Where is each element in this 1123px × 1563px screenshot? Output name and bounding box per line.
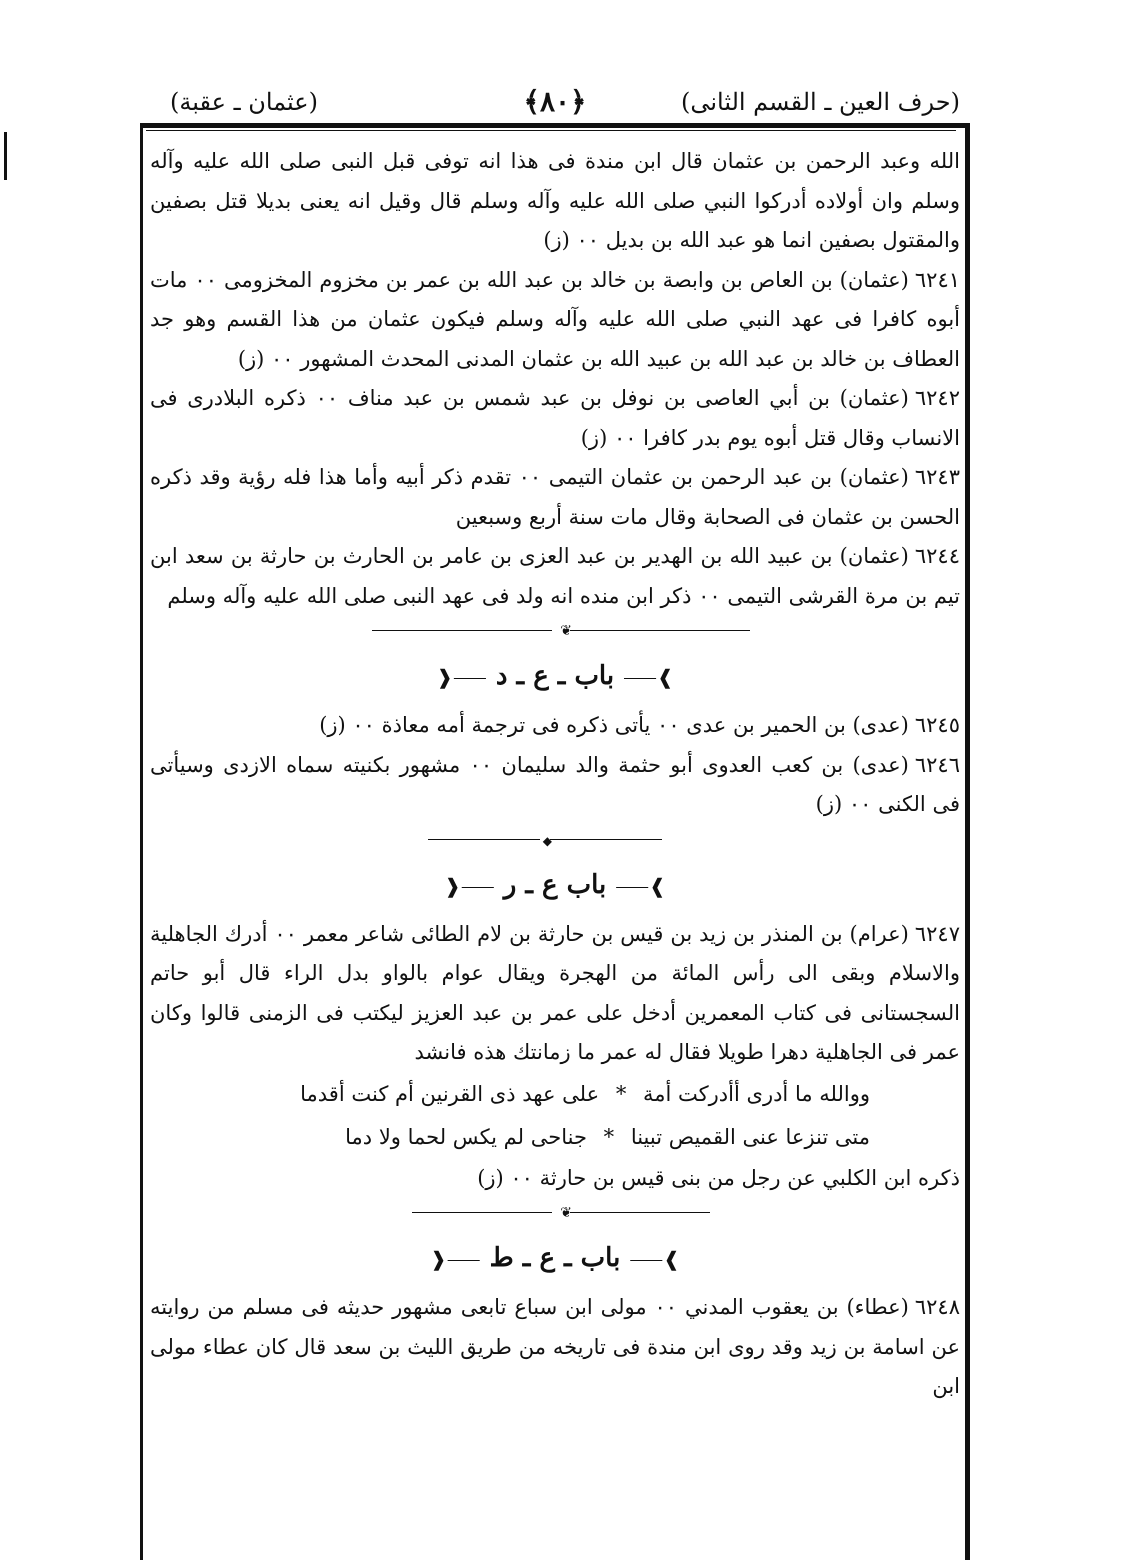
entry-number: ٦٢٤٣	[914, 465, 960, 489]
source-note: ذكره ابن الكلبي عن رجل من بنى قيس بن حارثة ٠٠ (ز)	[477, 1165, 960, 1190]
plain-divider	[150, 825, 960, 855]
divider-ornament: ❦	[560, 623, 572, 639]
intro-paragraph: الله وعبد الرحمن بن عثمان قال ابن مندة فى هذا انه توفى قبل النبى صلى الله عليه وآله وسلم وان أولاده أدركوا النبي صلى الله عليه وآله وسلم قال وقيل انه يعنى بديلا قتل بصفين والمقتول بصفين انما هو عبد الله بن بديل ٠٠ (ز)	[150, 149, 960, 252]
verse-first-hemistich: متى تنزعا عنى القميص تبينا	[630, 1124, 870, 1149]
entry-text: (عثمان) بن العاص بن وابصة بن خالد بن عبد الله بن عمر بن مخزوم المخزومى ٠٠ مات أبوه كافرا فى عهد النبي صلى الله عليه وآله وسلم فيكون عثمان من هذا القسم وهو جد العطاف بن خالد بن عبد الله بن عبيد الله بن عثمان المدنى المحدث المشهور ٠٠ (ز)	[150, 267, 960, 371]
entry-text: (عطاء) بن يعقوب المدني ٠٠ مولى ابن سباع تابعى مشهور حديثه فى مسلم من روايته عن اسامة بن زيد وقد روى ابن مندة فى تاريخه من طريق الليث بن سعد قال كان عطاء مولى ابن	[150, 1295, 960, 1398]
entry-number: ٦٢٤٦	[914, 752, 960, 777]
section-title: باب ـ ع ـ د	[495, 661, 615, 691]
entry-text: (عرام) بن المنذر بن زيد بن قيس بن حارثة بن لام الطائى شاعر معمر ٠٠ أدرك الجاهلية والاسلام وبقى الى رأس المائة من الهجرة ويقال عوام بالواو بدل الراء قال أبو حاتم السجستانى فى كتاب المعمرين أدخل على عمر بن عبد العزيز ليكتب فى الزمنى قالوا وكان عمر فى الجاهلية دهرا طويلا فقال له عمر ما زمانتك هذه فانشد	[150, 921, 960, 1064]
verse-separator: *	[615, 1081, 627, 1106]
entry-text: (عثمان) بن عبيد الله بن الهدير بن عبد العزى بن عامر بن الحارث بن حارثة بن سعد ابن تيم بن مرة القرشى التيمى ٠٠ ذكر ابن منده انه ولد فى عهد النبى صلى الله عليه وآله وسلم	[150, 544, 960, 608]
ornamental-divider	[150, 1198, 960, 1228]
divider-diamond: ◆	[542, 833, 552, 848]
page-number: ﴿٨٠﴾	[523, 85, 587, 118]
verse-line	[150, 1116, 960, 1159]
divider-line	[570, 630, 750, 631]
ornament-right: ❱⸺	[629, 1247, 680, 1271]
entry-number: ٦٢٤٨	[914, 1295, 960, 1319]
entry	[150, 915, 960, 1073]
page-header	[150, 82, 960, 122]
entry-number: ٦٢٤١	[914, 267, 961, 292]
ornament-left: ⸺❰	[436, 665, 487, 689]
verse-second-hemistich: جناحى لم يكس لحما ولا دما	[345, 1124, 587, 1149]
chapter-title: (حرف العين ـ القسم الثانى)	[680, 88, 960, 116]
entry	[150, 746, 960, 825]
entry	[150, 261, 960, 380]
entry-number: ٦٢٤٢	[914, 386, 960, 410]
entry	[150, 537, 960, 616]
divider-line	[412, 1212, 552, 1213]
divider-line	[428, 839, 540, 840]
entry-text: (عدى) بن الحمير بن عدى ٠٠ يأتى ذكره فى ترجمة أمه معاذة ٠٠ (ز)	[319, 713, 909, 737]
verse-second-hemistich: على عهد ذى القرنين أم كنت أقدما	[300, 1081, 600, 1106]
ornament-left: ⸺❰	[430, 1247, 481, 1271]
section-title: باب ع ـ ر	[503, 869, 607, 900]
ornament-right: ❱⸺	[615, 873, 666, 898]
entry	[150, 458, 960, 537]
margin-mark	[4, 132, 7, 180]
entry	[150, 706, 960, 746]
entry	[150, 379, 960, 458]
verse-first-hemistich: ووالله ما أدرى أأدركت أمة	[643, 1081, 870, 1106]
section-heading	[150, 855, 960, 915]
verse-separator: *	[603, 1124, 615, 1149]
entry-text: (عدى) بن كعب العدوى أبو حثمة والد سليمان ٠٠ مشهور بكنيته سماه الازدى وسيأتى فى الكنى ٠٠ (ز)	[150, 752, 960, 816]
page-body	[150, 142, 960, 1407]
ornamental-divider	[150, 616, 960, 646]
divider-line	[372, 630, 552, 631]
ornament-right: ❱⸺	[623, 665, 674, 689]
entry-number: ٦٢٤٤	[914, 544, 960, 568]
entry	[150, 1288, 960, 1407]
entry-text: (عثمان) بن أبي العاصى بن نوفل بن عبد شمس بن عبد مناف ٠٠ ذكره البلادرى فى الانساب وقال قتل أبوه يوم بدر كافرا ٠٠ (ز)	[150, 386, 960, 450]
divider-line	[550, 839, 662, 840]
entry-range: (عثمان ـ عقبة)	[170, 88, 318, 116]
ornament-left: ⸺❰	[444, 873, 495, 898]
divider-ornament: ❦	[560, 1205, 572, 1221]
entry-number: ٦٢٤٧	[914, 921, 960, 946]
entry-number: ٦٢٤٥	[914, 713, 960, 737]
section-heading	[150, 646, 960, 706]
divider-line	[570, 1212, 710, 1213]
entry-text: (عثمان) بن عبد الرحمن بن عثمان التيمى ٠٠ تقدم ذكر أبيه وأما هذا فله رؤية وقد ذكره الحسن بن عثمان فى الصحابة وقال مات سنة أربع وسبعين	[150, 465, 960, 529]
section-heading	[150, 1228, 960, 1288]
section-title: باب ـ ع ـ ط	[489, 1243, 621, 1273]
verse-line	[150, 1073, 960, 1116]
